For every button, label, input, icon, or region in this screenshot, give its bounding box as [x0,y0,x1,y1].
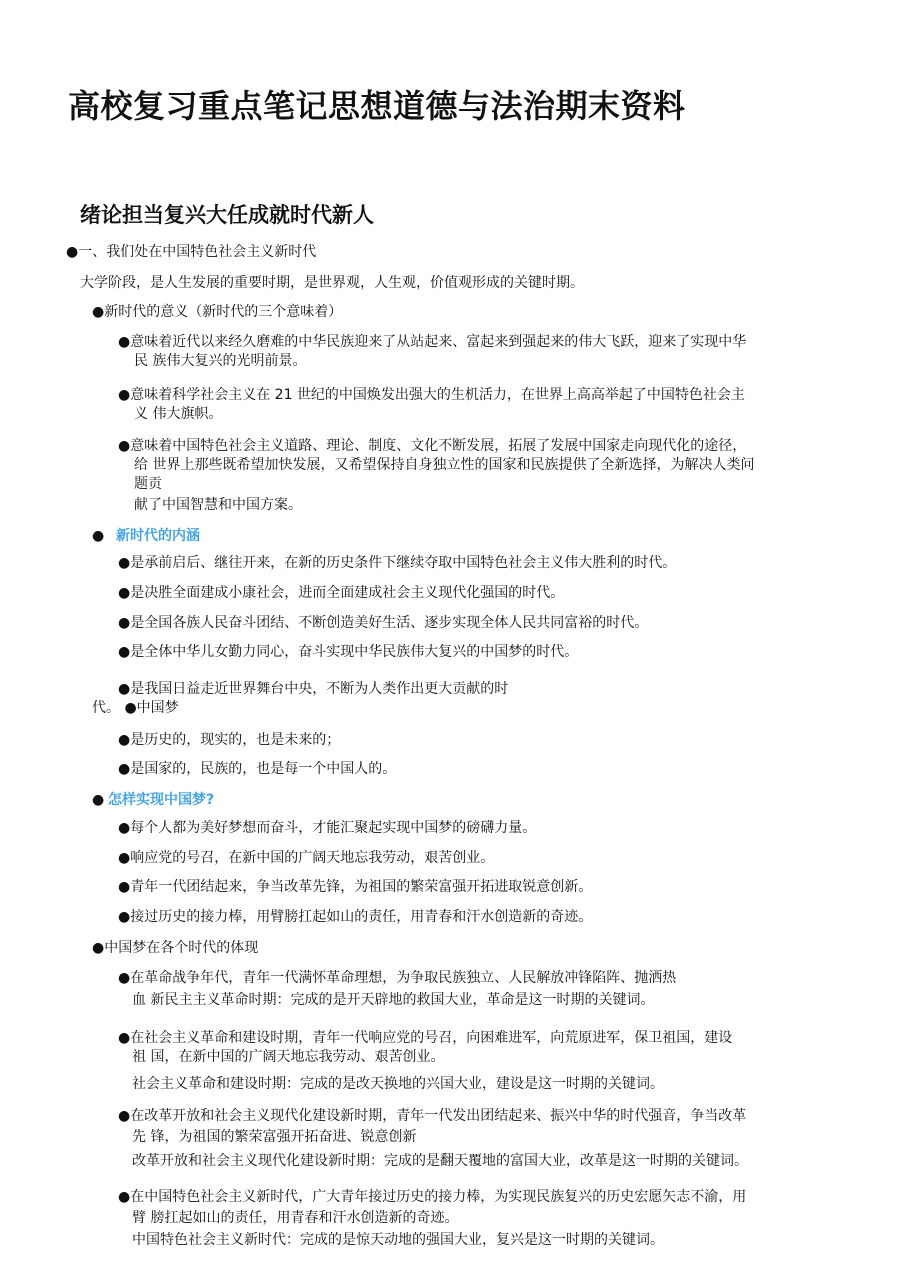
bullet-era-4-cont: 臂 膀扛起如山的责任，用青春和汗水创造新的奇迹。 [132,1210,459,1226]
bullet-meaning-3: ●意味着中国特色社会主义道路、理论、制度、文化不断发展，拓展了发展中国家走向现代化的途径， [118,438,747,454]
bullet-meaning-3-cont-3: 献了中国智慧和中国方案。 [134,497,302,513]
bullet-realize-3: ●青年一代团结起来，争当改革先锋，为祖国的繁荣富强开拓进取锐意创新。 [118,879,593,895]
bullet-meaning-3-cont: 给 世界上那些既希望加快发展，又希望保持自身独立性的国家和民族提供了全新选择，为解决人类问 [134,457,755,473]
bullet-connotation-1: ●是承前启后、继往开来，在新的历史条件下继续夺取中国特色社会主义伟大胜利的时代。 [118,555,677,571]
bullet-era-4: ●在中国特色社会主义新时代，广大青年接过历史的接力棒，为实现民族复兴的历史宏愿矢志不渝，用 [118,1189,747,1205]
bullet-dream-2: ●是国家的，民族的，也是每一个中国人的。 [118,761,397,777]
bullet-connotation-4: ●是全体中华儿女勤力同心，奋斗实现中华民族伟大复兴的中国梦的时代。 [118,644,579,660]
bullet-marker: ● [92,792,105,808]
bullet-era-1-cont: 血 新民主主义革命时期：完成的是开天辟地的救国大业，革命是这一时期的关键词。 [132,992,655,1008]
bullet-era-3-cont: 先 锋，为祖国的繁荣富强开拓奋进、锐意创新 [132,1129,417,1145]
bullet-meaning-2-cont: 义 伟大旗帜。 [134,406,223,422]
bullet-marker: ● [92,528,105,544]
bullet-era-3: ●在改革开放和社会主义现代化建设新时期，青年一代发出团结起来、振兴中华的时代强音，争当改革 [118,1108,747,1124]
subheading-connotation: 新时代的内涵 [116,528,200,544]
bullet-era-2: ●在社会主义革命和建设时期，青年一代响应党的号召，向困难进军，向荒原进军，保卫祖国，建设 [118,1030,733,1046]
bullet-meaning-1-cont: 民 族伟大复兴的光明前景。 [134,353,307,369]
bullet-era-3-summary: 改革开放和社会主义现代化建设新时期：完成的是翻天覆地的富国大业，改革是这一时期的关键词。 [132,1153,748,1169]
bullet-realize-2: ●响应党的号召，在新中国的广阔天地忘我劳动，艰苦创业。 [118,850,495,866]
paragraph-university: 大学阶段，是人生发展的重要时期，是世界观，人生观，价值观形成的关键时期。 [80,275,584,291]
bullet-meaning-3-cont-2: 题贡 [134,476,162,492]
bullet-realize-1: ●每个人都为美好梦想而奋斗，才能汇聚起实现中国梦的磅礴力量。 [118,820,537,836]
subheading-eras: ●中国梦在各个时代的体现 [92,940,259,956]
document-title: 高校复习重点笔记思想道德与法治期末资料 [68,87,686,125]
bullet-connotation-3: ●是全国各族人民奋斗团结、不断创造美好生活、逐步实现全体人民共同富裕的时代。 [118,615,649,631]
bullet-era-2-summary: 社会主义革命和建设时期：完成的是改天换地的兴国大业，建设是这一时期的关键词。 [132,1076,664,1092]
bullet-realize-4: ●接过历史的接力棒，用臂膀扛起如山的责任，用青春和汗水创造新的奇迹。 [118,909,593,925]
bullet-connotation-2: ●是决胜全面建成小康社会，进而全面建成社会主义现代化强国的时代。 [118,585,565,601]
subheading-how-to-realize: 怎样实现中国梦? [108,792,215,808]
bullet-meaning-1: ●意味着近代以来经久磨难的中华民族迎来了从站起来、富起来到强起来的伟大飞跃，迎来了实现中华 [118,334,747,350]
heading-new-era: ●一、我们处在中国特色社会主义新时代 [66,244,317,260]
subheading-significance: ●新时代的意义（新时代的三个意味着） [92,304,343,320]
bullet-dream-1: ●是历史的，现实的，也是未来的； [118,732,341,748]
bullet-era-1: ●在革命战争年代，青年一代满怀革命理想，为争取民族独立、人民解放冲锋陷阵、抛洒热 [118,970,677,986]
bullet-era-2-cont: 祖 国，在新中国的广阔天地忘我劳动、艰苦创业。 [132,1049,445,1065]
section-title: 绪论担当复兴大任成就时代新人 [80,203,374,227]
bullet-era-4-summary: 中国特色社会主义新时代：完成的是惊天动地的强国大业，复兴是这一时期的关键词。 [132,1232,664,1248]
bullet-meaning-2: ●意味着科学社会主义在 21 世纪的中国焕发出强大的生机活力，在世界上高高举起了中国特色社会主 [118,387,745,403]
bullet-connotation-5: ●是我国日益走近世界舞台中央，不断为人类作出更大贡献的时 [118,681,509,697]
bullet-connotation-5-cont: 代。 ●中国梦 [92,700,179,716]
